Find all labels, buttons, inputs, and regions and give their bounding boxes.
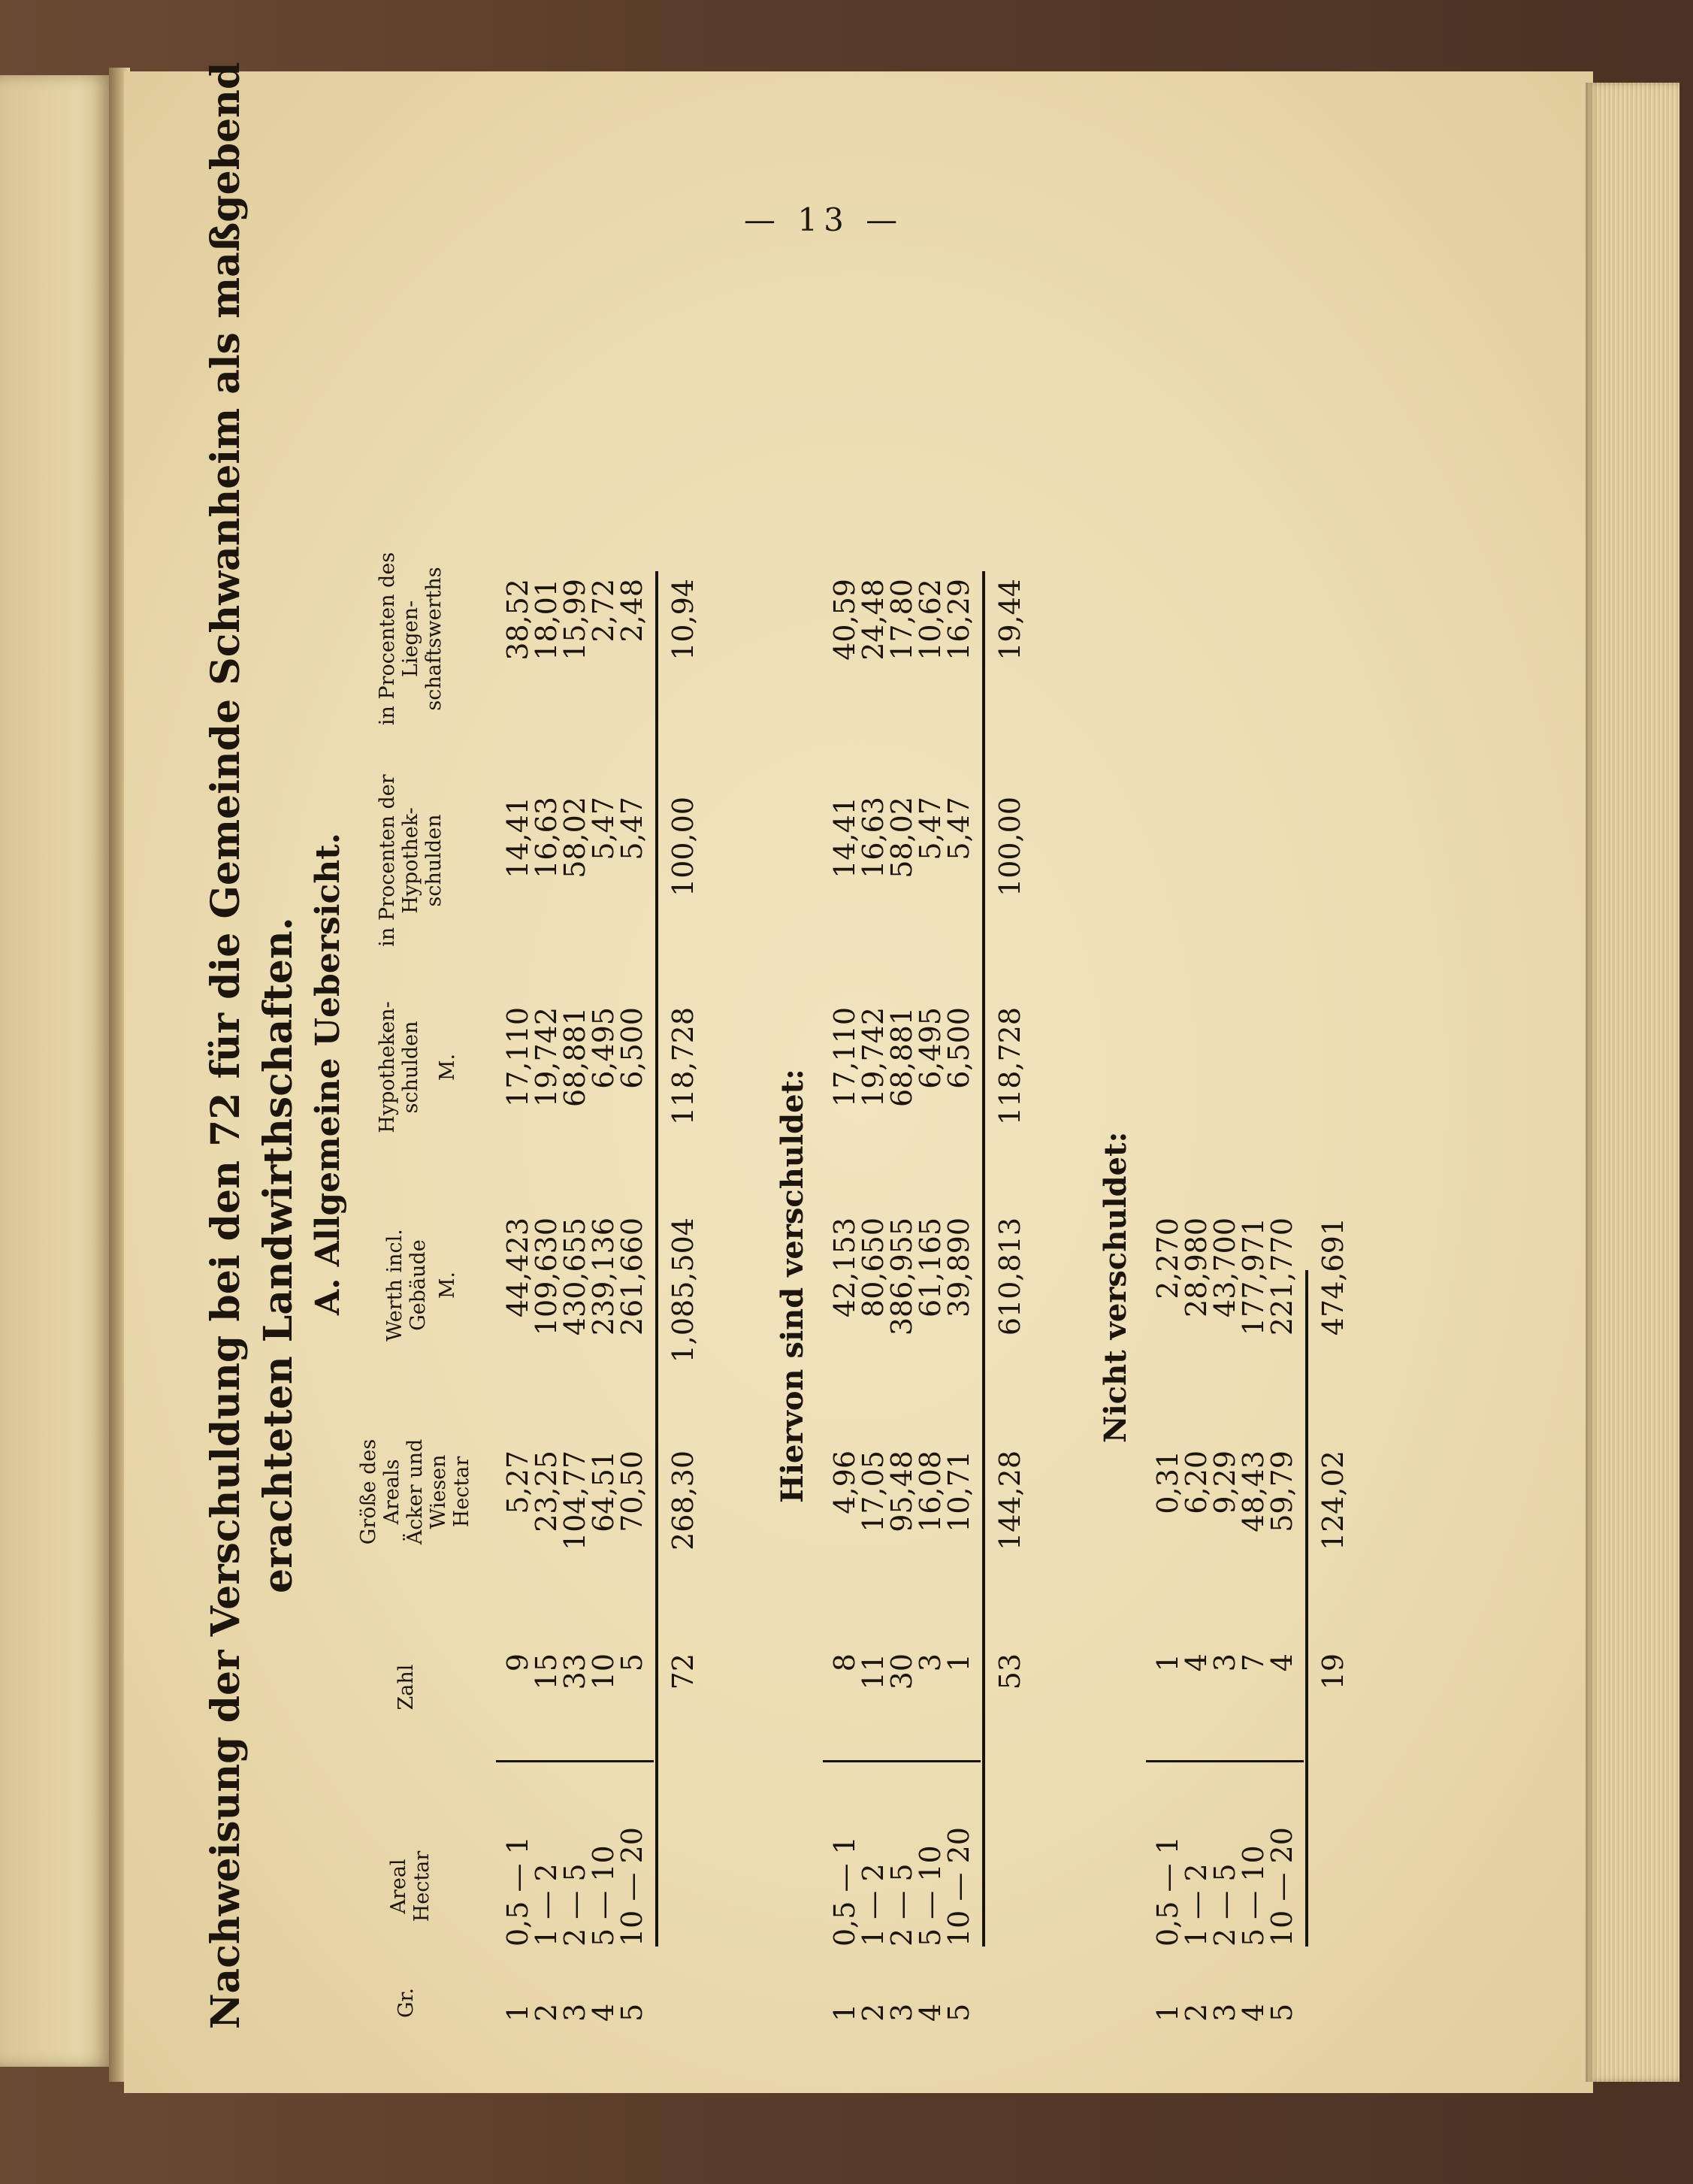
cell-gr: 3 [1208,2003,1241,2022]
cell-gr: 5 [615,2003,648,2022]
cell-gr: 4 [914,2003,947,2022]
header-groesse: Größe des Areals Äcker und Wiesen Hectar [357,1438,474,1545]
cell-groesse: 59,79 [1265,1450,1298,1532]
cell-zahl: 30 [885,1653,918,1690]
cell-areal: 1 — 2 [857,1863,890,1947]
cell-werth: 42,153 [828,1218,861,1317]
cell-werth: 44,423 [501,1218,534,1317]
cell-zahl: 3 [914,1653,947,1672]
cell-areal: 5 — 10 [914,1845,947,1947]
cell-gr: 1 [828,2003,861,2022]
header-gr: Gr. [395,1987,418,2019]
rotated-table [203,62,1567,2029]
cell-hypo: 19,742 [530,1007,563,1107]
total-werth: 474,691 [1317,1218,1350,1336]
cell-zahl: 4 [1180,1653,1213,1672]
total-hypo: 118,728 [993,1007,1026,1126]
cell-groesse: 4,96 [828,1450,861,1514]
cell-areal: 2 — 5 [885,1863,918,1947]
cell-werth: 80,650 [857,1218,890,1317]
header-pct-hypo: in Procenten der Hypothek-schulden [376,774,446,947]
cell-hypo: 17,110 [501,1007,534,1107]
cell-gr: 1 [501,2003,534,2022]
cell-pct-hypo: 58,02 [558,797,591,879]
cell-gr: 2 [857,2003,890,2022]
cell-zahl: 3 [1208,1653,1241,1672]
header-zahl: Zahl [395,1664,418,1711]
cell-pct-hypo: 16,63 [857,797,890,879]
cell-pct-wert: 2,72 [587,579,620,643]
cell-pct-wert: 10,62 [914,579,947,661]
cell-groesse: 104,77 [558,1450,591,1550]
cell-hypo: 19,742 [857,1007,890,1107]
cell-zahl: 4 [1265,1653,1298,1672]
cell-areal: 5 — 10 [587,1845,620,1947]
cell-pct-hypo: 14,41 [501,797,534,879]
cell-zahl: 9 [501,1653,534,1672]
cell-pct-wert: 16,29 [942,579,975,661]
cell-groesse: 9,29 [1208,1450,1241,1514]
cell-zahl: 1 [942,1653,975,1672]
total-zahl: 72 [667,1653,700,1690]
cell-pct-wert: 24,48 [857,579,890,661]
cell-hypo: 68,881 [885,1007,918,1107]
cell-groesse: 95,48 [885,1450,918,1532]
cell-gr: 2 [1180,2003,1213,2022]
cell-gr: 5 [1265,2003,1298,2022]
total-groesse: 144,28 [993,1450,1026,1550]
cell-areal: 10 — 20 [1265,1827,1298,1947]
cell-groesse: 6,20 [1180,1450,1213,1514]
cell-werth: 2,270 [1151,1218,1184,1299]
cell-gr: 1 [1151,2003,1184,2022]
cell-pct-wert: 18,01 [530,579,563,661]
cell-areal: 1 — 2 [530,1863,563,1947]
total-zahl: 19 [1317,1653,1350,1690]
page-edges [1586,83,1679,2082]
header-werth: Werth incl. Gebäude [383,1229,431,1342]
cell-zahl: 5 [615,1653,648,1672]
header-pct-wert: in Procenten des Liegen-schaftswerths [376,552,446,726]
cell-groesse: 17,05 [857,1450,890,1532]
cell-hypo: 17,110 [828,1007,861,1107]
cell-zahl: 7 [1237,1653,1270,1672]
header-hypo-unit: M. [436,1053,459,1081]
cell-werth: 28,980 [1180,1218,1213,1317]
cell-werth: 239,136 [587,1218,620,1336]
cell-groesse: 0,31 [1151,1450,1184,1514]
cell-hypo: 6,500 [615,1007,648,1089]
total-werth: 610,813 [993,1218,1026,1336]
cell-hypo: 6,495 [587,1007,620,1089]
title-line-2: erachteten Landwirthschaften. [255,917,301,1593]
cell-areal: 5 — 10 [1237,1845,1270,1947]
cell-werth: 39,890 [942,1218,975,1317]
group-label: Hiervon sind verschuldet: [775,1069,810,1503]
cell-werth: 109,630 [530,1218,563,1336]
cell-werth: 61,165 [914,1218,947,1317]
cell-pct-hypo: 14,41 [828,797,861,879]
cell-zahl: 1 [1151,1653,1184,1672]
cell-zahl: 8 [828,1653,861,1672]
total-hypo: 118,728 [667,1007,700,1126]
cell-gr: 4 [587,2003,620,2022]
total-werth: 1,085,504 [667,1218,700,1363]
total-pct-wert: 19,44 [993,579,1026,661]
cell-groesse: 16,08 [914,1450,947,1532]
cell-pct-hypo: 5,47 [615,797,648,861]
cell-pct-wert: 15,99 [558,579,591,661]
cell-pct-wert: 2,48 [615,579,648,643]
cell-areal: 0,5 — 1 [1151,1836,1184,1947]
header-hypo: Hypotheken-schulden [376,1001,423,1133]
total-pct-hypo: 100,00 [667,797,700,897]
total-pct-hypo: 100,00 [993,797,1026,897]
cell-areal: 0,5 — 1 [828,1836,861,1947]
cell-werth: 177,971 [1237,1218,1270,1336]
column-rule [1146,1760,1304,1762]
cell-groesse: 5,27 [501,1450,534,1514]
cell-werth: 221,770 [1265,1218,1298,1336]
cell-groesse: 10,71 [942,1450,975,1532]
cell-pct-wert: 38,52 [501,579,534,661]
cell-gr: 2 [530,2003,563,2022]
cell-gr: 3 [558,2003,591,2022]
header-werth-unit: M. [436,1271,459,1299]
total-pct-wert: 10,94 [667,579,700,661]
cell-pct-hypo: 16,63 [530,797,563,879]
left-page-edge [0,75,113,2067]
page-number: — 13 — [744,201,904,238]
cell-groesse: 23,25 [530,1450,563,1532]
cell-groesse: 70,50 [615,1450,648,1532]
cell-gr: 4 [1237,2003,1270,2022]
total-zahl: 53 [993,1653,1026,1690]
cell-werth: 386,955 [885,1218,918,1336]
cell-pct-hypo: 5,47 [587,797,620,861]
cell-pct-wert: 40,59 [828,579,861,661]
cell-hypo: 68,881 [558,1007,591,1107]
total-rule [1305,1270,1308,1947]
header-areal: Areal Hectar [387,1850,434,1922]
total-groesse: 124,02 [1317,1450,1350,1550]
cell-werth: 430,655 [558,1218,591,1336]
cell-areal: 1 — 2 [1180,1863,1213,1947]
cell-zahl: 10 [587,1653,620,1690]
column-rule [496,1760,654,1762]
cell-areal: 2 — 5 [558,1863,591,1947]
cell-groesse: 48,43 [1237,1450,1270,1532]
cell-hypo: 6,495 [914,1007,947,1089]
cell-areal: 2 — 5 [1208,1863,1241,1947]
total-rule [655,571,658,1947]
cell-werth: 43,700 [1208,1218,1241,1317]
cell-pct-wert: 17,80 [885,579,918,661]
cell-pct-hypo: 5,47 [942,797,975,861]
cell-gr: 5 [942,2003,975,2022]
cell-areal: 10 — 20 [615,1827,648,1947]
title-line-1: Nachweisung der Verschuldung bei den 72 für die Gemeinde Schwanheim als maßgebend [203,62,249,2029]
total-groesse: 268,30 [667,1450,700,1550]
cell-zahl: 33 [558,1653,591,1690]
cell-groesse: 64,51 [587,1450,620,1532]
cell-gr: 3 [885,2003,918,2022]
cell-areal: 0,5 — 1 [501,1836,534,1947]
cell-zahl: 15 [530,1653,563,1690]
cell-areal: 10 — 20 [942,1827,975,1947]
cell-werth: 261,660 [615,1218,648,1336]
column-rule [823,1760,981,1762]
group-label: Nicht verschuldet: [1098,1131,1133,1443]
total-rule [982,571,985,1947]
cell-pct-hypo: 58,02 [885,797,918,879]
section-title: A. Allgemeine Uebersicht. [309,833,347,1315]
cell-pct-hypo: 5,47 [914,797,947,861]
cell-hypo: 6,500 [942,1007,975,1089]
cell-zahl: 11 [857,1653,890,1690]
